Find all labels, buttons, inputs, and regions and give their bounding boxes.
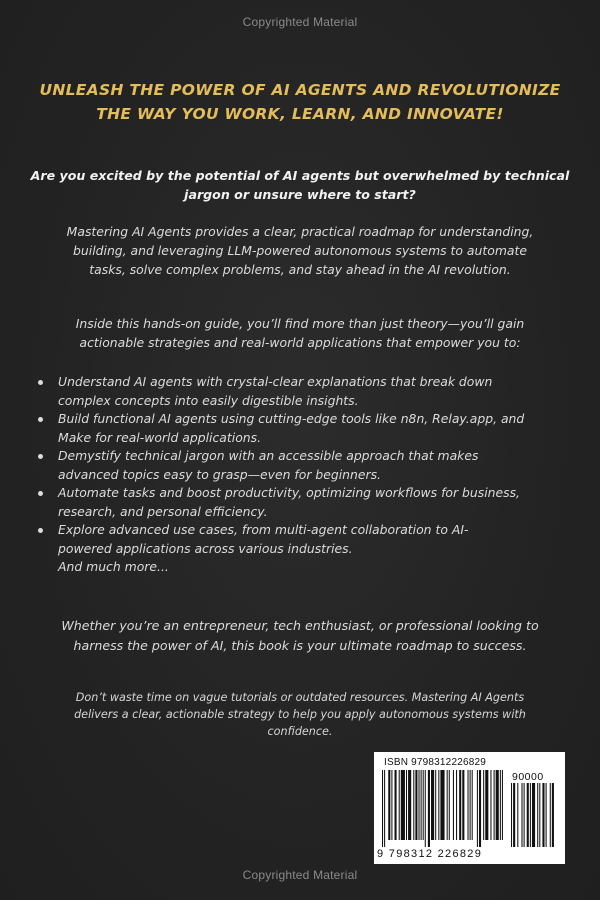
final-note-line-3: confidence. (267, 725, 333, 738)
list-item (36, 447, 576, 484)
headline (20, 78, 580, 126)
price-code: 90000 (512, 771, 544, 783)
list-item (36, 521, 576, 558)
list-item-line-2: complex concepts into easily digestible insights. (58, 392, 359, 408)
description-line-2: building, and leveraging LLM-powered autonomous systems to automate (73, 243, 527, 258)
headline-line-1: UNLEASH THE POWER OF AI AGENTS AND REVOLUTIONIZE (39, 81, 561, 99)
bullet-dot-icon (38, 380, 43, 385)
list-item-line-2: Make for real-world applications. (58, 429, 262, 445)
bullet-dot-icon (38, 454, 43, 459)
list-item-line-1: Understand AI agents with crystal-clear explanations that break down (58, 374, 493, 389)
isbn-label: ISBN 9798312226829 (384, 757, 487, 768)
list-item (36, 373, 576, 410)
inside-paragraph (20, 314, 580, 352)
and-much-more-text: And much more... (58, 559, 169, 574)
list-item-line-2: advanced topics easy to grasp—even for beginners. (58, 466, 381, 482)
description-line-3: tasks, solve complex problems, and stay ahead in the AI revolution. (89, 262, 511, 277)
intro-question-line-1: Are you excited by the potential of AI agents but overwhelmed by technical (30, 168, 570, 183)
inside-line-2: actionable strategies and real-world applications that empower you to: (79, 335, 521, 350)
closing-line-1: Whether you’re an entrepreneur, tech enthusiast, or professional looking to (61, 618, 539, 633)
bullet-dot-icon (38, 491, 43, 496)
list-item-line-1: Explore advanced use cases, from multi-agent collaboration to AI- (58, 522, 469, 537)
list-item (36, 410, 576, 447)
headline-line-2: THE WAY YOU WORK, LEARN, AND INNOVATE! (96, 105, 504, 123)
final-note-line-2: delivers a clear, actionable strategy to help you apply autonomous systems with (74, 708, 526, 721)
closing-line-2: harness the power of AI, this book is your ultimate roadmap to success. (73, 638, 527, 653)
and-much-more (36, 558, 576, 577)
intro-question-line-2: jargon or unsure where to start? (184, 187, 416, 202)
intro-question (30, 166, 570, 204)
description-paragraph (20, 222, 580, 279)
description-line-1: Mastering AI Agents provides a clear, practical roadmap for understanding, (66, 224, 534, 239)
bullet-dot-icon (38, 528, 43, 533)
closing-paragraph (20, 616, 580, 656)
list-item-line-1: Build functional AI agents using cutting-edge tools like n8n, Relay.app, and (58, 411, 525, 426)
copyright-watermark-top: Copyrighted Material (242, 15, 358, 29)
barcode-digits: 9 798312 226829 (377, 848, 483, 860)
barcode-bars-icon (382, 770, 504, 847)
isbn-barcode (374, 752, 565, 864)
inside-line-1: Inside this hands-on guide, you’ll find more than just theory—you’ll gain (75, 316, 525, 331)
list-item-line-1: Automate tasks and boost productivity, optimizing workflows for business, (58, 485, 520, 500)
copyright-watermark-bottom: Copyrighted Material (242, 868, 358, 882)
barcode-addon-bars-icon (511, 783, 555, 847)
list-item-line-1: Demystify technical jargon with an accessible approach that makes (58, 448, 479, 463)
list-item-line-2: research, and personal efficiency. (58, 503, 268, 519)
list-item-line-2: powered applications across various industries. (58, 540, 353, 556)
final-note (20, 689, 580, 740)
final-note-line-1: Don’t waste time on vague tutorials or outdated resources. Mastering AI Agents (75, 691, 525, 704)
list-item (36, 484, 576, 521)
bullet-dot-icon (38, 417, 43, 422)
benefit-list (36, 373, 576, 577)
